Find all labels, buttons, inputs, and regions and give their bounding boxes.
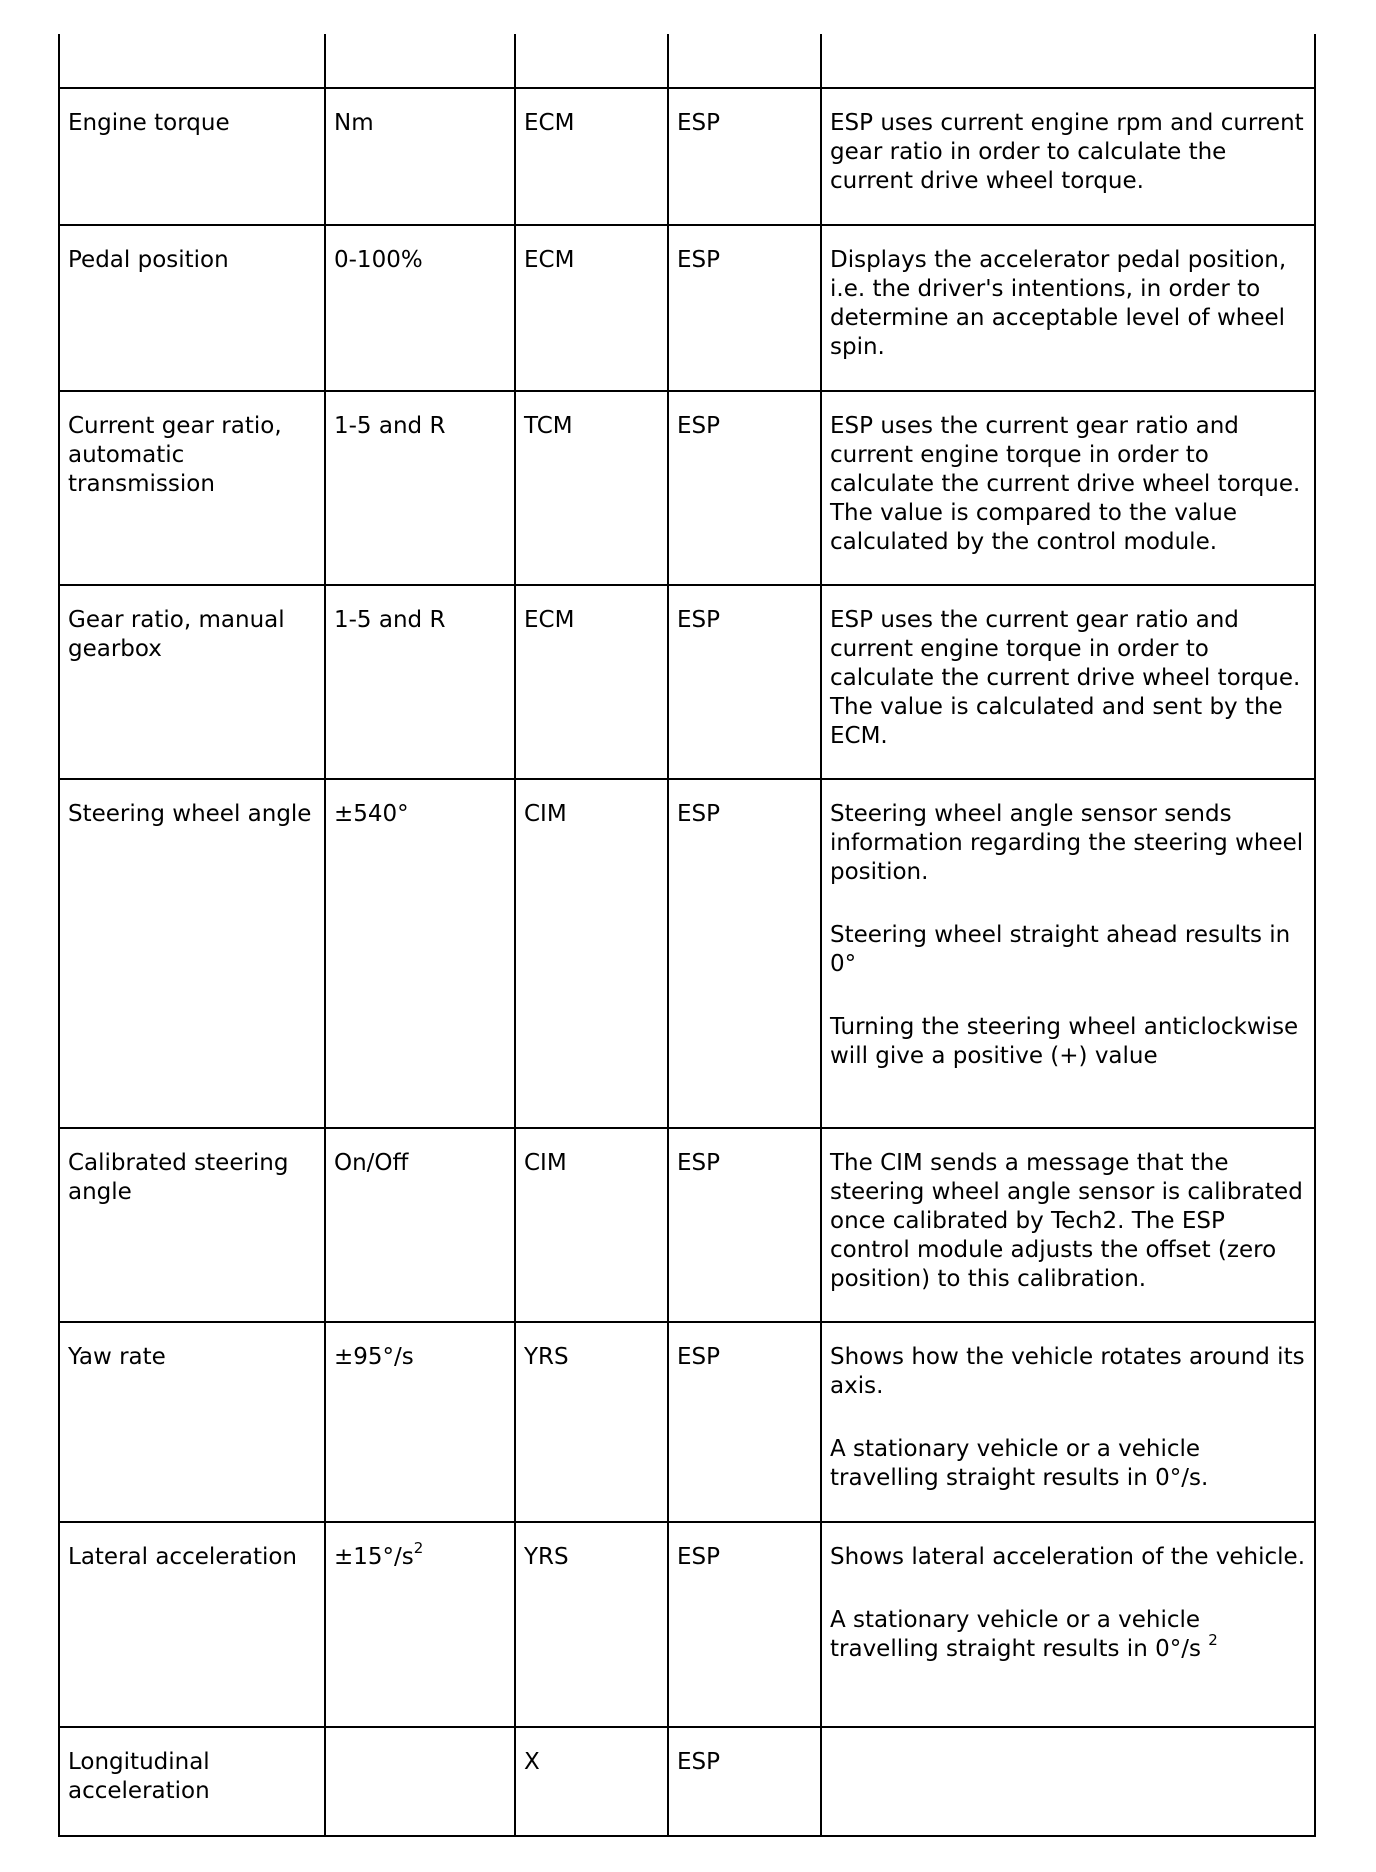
- table-cell: [59, 34, 325, 88]
- signal-table: [58, 34, 1316, 1837]
- sender-cell: [515, 779, 668, 1128]
- sender-cell: [515, 88, 668, 225]
- table-row: [59, 1727, 1315, 1836]
- range-cell: [325, 585, 515, 779]
- signal-range: ±15°/s: [334, 1544, 414, 1570]
- sender-cell: [515, 1128, 668, 1322]
- table-cell: [325, 34, 515, 88]
- signal-sender: CIM: [524, 801, 567, 827]
- description-paragraph: [830, 1606, 1306, 1664]
- table-row: [59, 88, 1315, 225]
- signal-name: Steering wheel angle: [68, 801, 312, 827]
- range-cell: [325, 391, 515, 585]
- description-paragraph: Shows how the vehicle rotates around its axis.: [830, 1344, 1305, 1399]
- description-paragraph: ESP uses current engine rpm and current gear ratio in order to calculate the current drive wheel torque.: [830, 110, 1304, 194]
- signal-name: Pedal position: [68, 247, 229, 273]
- signal-range: ±540°: [334, 801, 409, 827]
- signal-name: Gear ratio, manual gearbox: [68, 607, 285, 662]
- receiver-cell: [668, 585, 821, 779]
- receiver-cell: [668, 1322, 821, 1522]
- range-superscript: 2: [413, 1539, 424, 1558]
- signal-name-cell: [59, 1128, 325, 1322]
- signal-range: 1-5 and R: [334, 413, 446, 439]
- signal-sender: ECM: [524, 247, 575, 273]
- description-cell: [821, 1727, 1315, 1836]
- description-cell: [821, 1522, 1315, 1727]
- signal-range: On/Off: [334, 1150, 409, 1176]
- receiver-cell: [668, 779, 821, 1128]
- table-row: [59, 1128, 1315, 1322]
- signal-receiver: ESP: [677, 110, 721, 136]
- description-cell: [821, 225, 1315, 391]
- signal-receiver: ESP: [677, 1749, 721, 1775]
- signal-receiver: ESP: [677, 1344, 721, 1370]
- description-cell: [821, 1322, 1315, 1522]
- sender-cell: [515, 1322, 668, 1522]
- signal-receiver: ESP: [677, 801, 721, 827]
- receiver-cell: [668, 225, 821, 391]
- receiver-cell: [668, 1522, 821, 1727]
- range-cell: [325, 1128, 515, 1322]
- signal-range: 1-5 and R: [334, 607, 446, 633]
- table-row: [59, 391, 1315, 585]
- range-cell: [325, 1322, 515, 1522]
- signal-sender: ECM: [524, 607, 575, 633]
- description-paragraph: Turning the steering wheel anticlockwise will give a positive (+) value: [830, 1014, 1299, 1069]
- receiver-cell: [668, 1727, 821, 1836]
- signal-receiver: ESP: [677, 1544, 721, 1570]
- sender-cell: [515, 585, 668, 779]
- signal-sender: CIM: [524, 1150, 567, 1176]
- table-cell: [515, 34, 668, 88]
- signal-receiver: ESP: [677, 247, 721, 273]
- receiver-cell: [668, 391, 821, 585]
- description-paragraph: ESP uses the current gear ratio and current engine torque in order to calculate the current drive wheel torque. The value is compared to the value calculated by the control module.: [830, 413, 1301, 555]
- description-cell: [821, 585, 1315, 779]
- signal-name-cell: [59, 391, 325, 585]
- signal-sender: YRS: [524, 1344, 569, 1370]
- sender-cell: [515, 225, 668, 391]
- signal-receiver: ESP: [677, 607, 721, 633]
- description-cell: [821, 1128, 1315, 1322]
- signal-name-cell: [59, 585, 325, 779]
- table-cell: [668, 34, 821, 88]
- signal-range: ±95°/s: [334, 1344, 414, 1370]
- description-paragraph: Displays the accelerator pedal position, i.e. the driver's intentions, in order to determine an acceptable level of wheel spin.: [830, 247, 1287, 360]
- range-cell: [325, 1727, 515, 1836]
- description-superscript: 2: [1208, 1631, 1218, 1650]
- signal-name: Calibrated steering angle: [68, 1150, 289, 1205]
- signal-sender: YRS: [524, 1544, 569, 1570]
- range-cell: [325, 779, 515, 1128]
- description-paragraph: ESP uses the current gear ratio and current engine torque in order to calculate the current drive wheel torque. The value is calculated and sent by the ECM.: [830, 607, 1301, 749]
- signal-name-cell: [59, 225, 325, 391]
- table-row-fragment: [59, 34, 1315, 88]
- sender-cell: [515, 1522, 668, 1727]
- signal-sender: ECM: [524, 110, 575, 136]
- signal-name: Engine torque: [68, 110, 230, 136]
- signal-receiver: ESP: [677, 1150, 721, 1176]
- signal-name-cell: [59, 1727, 325, 1836]
- signal-name: Longitudinal acceleration: [68, 1749, 210, 1804]
- signal-name-cell: [59, 779, 325, 1128]
- description-paragraph: Steering wheel straight ahead results in 0°: [830, 922, 1291, 977]
- range-cell: [325, 225, 515, 391]
- signal-range: Nm: [334, 110, 374, 136]
- signal-name-cell: [59, 1522, 325, 1727]
- signal-name: Yaw rate: [68, 1344, 166, 1370]
- signal-range: 0-100%: [334, 247, 423, 273]
- signal-name: Lateral acceleration: [68, 1544, 298, 1570]
- description-paragraph: The CIM sends a message that the steering wheel angle sensor is calibrated once calibrated by Tech2. The ESP control module adjusts the offset (zero position) to this calibration.: [830, 1150, 1303, 1292]
- sender-cell: [515, 391, 668, 585]
- signal-name-cell: [59, 88, 325, 225]
- table-row: [59, 585, 1315, 779]
- range-cell: [325, 88, 515, 225]
- table-row: [59, 1322, 1315, 1522]
- signal-sender: TCM: [524, 413, 573, 439]
- sender-cell: [515, 1727, 668, 1836]
- signal-receiver: ESP: [677, 413, 721, 439]
- receiver-cell: [668, 88, 821, 225]
- description-paragraph: Shows lateral acceleration of the vehicle.: [830, 1544, 1306, 1570]
- table-cell: [821, 34, 1315, 88]
- signal-name: Current gear ratio, automatic transmission: [68, 413, 282, 497]
- receiver-cell: [668, 1128, 821, 1322]
- table-row: [59, 1522, 1315, 1727]
- table-row: [59, 225, 1315, 391]
- signal-sender: X: [524, 1749, 540, 1775]
- description-text: A stationary vehicle or a vehicle travelling straight results in 0°/s: [830, 1607, 1209, 1662]
- description-cell: [821, 779, 1315, 1128]
- description-cell: [821, 391, 1315, 585]
- range-cell: [325, 1522, 515, 1727]
- table-row: [59, 779, 1315, 1128]
- signal-name-cell: [59, 1322, 325, 1522]
- description-cell: [821, 88, 1315, 225]
- description-paragraph: A stationary vehicle or a vehicle travelling straight results in 0°/s.: [830, 1436, 1209, 1491]
- description-paragraph: Steering wheel angle sensor sends information regarding the steering wheel position.: [830, 801, 1304, 885]
